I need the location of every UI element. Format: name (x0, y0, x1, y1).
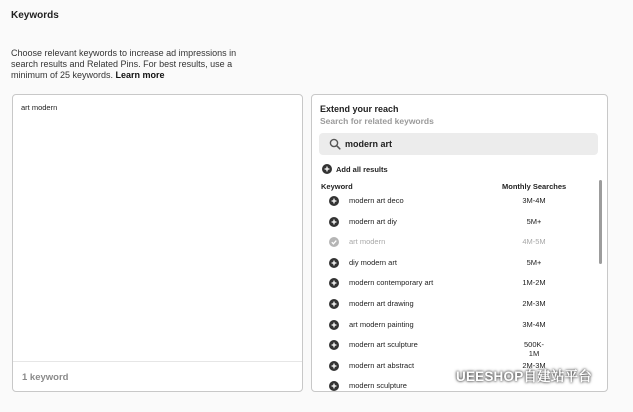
extend-reach-subtitle: Search for related keywords (320, 116, 434, 126)
result-row[interactable] (312, 336, 597, 357)
keywords-description (11, 48, 241, 81)
result-monthly-searches: 1M-2M (522, 278, 546, 288)
result-monthly-searches: 2M-3M (522, 299, 546, 308)
result-monthly-searches: 3M-4M (522, 196, 546, 205)
plus-circle-icon[interactable] (329, 278, 339, 288)
search-icon (329, 138, 341, 150)
keyword-column-header: Keyword (321, 182, 353, 191)
plus-circle-icon[interactable] (329, 196, 339, 206)
watermark (424, 360, 592, 387)
result-keyword: modern contemporary art (349, 278, 434, 288)
result-row[interactable] (312, 274, 597, 295)
plus-circle-icon[interactable] (329, 217, 339, 227)
result-monthly-searches: 500K-1M (523, 340, 544, 359)
result-keyword: modern art drawing (349, 299, 414, 308)
results-scrollbar[interactable] (599, 180, 603, 385)
result-row[interactable] (312, 213, 597, 234)
wechat-icon (424, 366, 450, 384)
result-keyword: diy modern art (349, 257, 397, 267)
plus-circle-icon[interactable] (329, 340, 339, 350)
check-circle-icon (329, 237, 339, 247)
result-monthly-searches: 5M+ (526, 257, 542, 267)
result-keyword: modern art abstract (349, 360, 415, 370)
keywords-panel (12, 94, 303, 392)
add-all-results-label: Add all results (336, 164, 388, 174)
result-monthly-searches: 4M-5M (522, 237, 546, 247)
result-keyword: modern art deco (349, 196, 404, 205)
plus-circle-icon[interactable] (329, 299, 339, 309)
learn-more-link[interactable]: Learn more (115, 70, 165, 80)
result-keyword: art modern (349, 237, 386, 247)
result-keyword: modern art sculpture (349, 340, 418, 350)
section-title: Keywords (11, 10, 59, 21)
plus-circle-icon[interactable] (329, 361, 339, 371)
result-row[interactable] (312, 192, 597, 213)
result-monthly-searches: 2M-3M (522, 360, 546, 370)
add-all-results-button[interactable] (322, 163, 388, 175)
results-list (312, 192, 597, 392)
result-keyword: modern sculpture (349, 381, 407, 391)
keywords-footer (13, 361, 302, 391)
plus-circle-icon (322, 164, 332, 174)
result-row[interactable] (312, 295, 597, 316)
scrollbar-thumb[interactable] (599, 180, 602, 264)
plus-circle-icon[interactable] (329, 258, 339, 268)
keywords-textarea[interactable] (13, 95, 302, 361)
monthly-searches-column-header: Monthly Searches (502, 182, 567, 191)
result-monthly-searches: 5M+ (526, 216, 542, 226)
result-keyword: art modern painting (349, 319, 414, 329)
plus-circle-icon[interactable] (329, 381, 339, 391)
result-row[interactable] (312, 316, 597, 337)
result-row[interactable] (312, 254, 597, 275)
keyword-count: 1 keyword (22, 372, 69, 383)
watermark-text: UEESHOP自建站平台 (456, 369, 592, 384)
description-text: Choose relevant keywords to increase ad impressions in search results and Related Pins. For best results, use a minimum of 25 keywords. (11, 48, 237, 80)
extend-reach-panel (311, 94, 608, 392)
extend-reach-title: Extend your reach (320, 104, 399, 114)
result-row[interactable] (312, 233, 597, 254)
result-keyword: modern art diy (349, 216, 397, 226)
plus-circle-icon[interactable] (329, 320, 339, 330)
related-search-input[interactable] (345, 133, 590, 155)
result-monthly-searches: 3M-4M (522, 319, 546, 329)
related-search-box (319, 133, 598, 155)
